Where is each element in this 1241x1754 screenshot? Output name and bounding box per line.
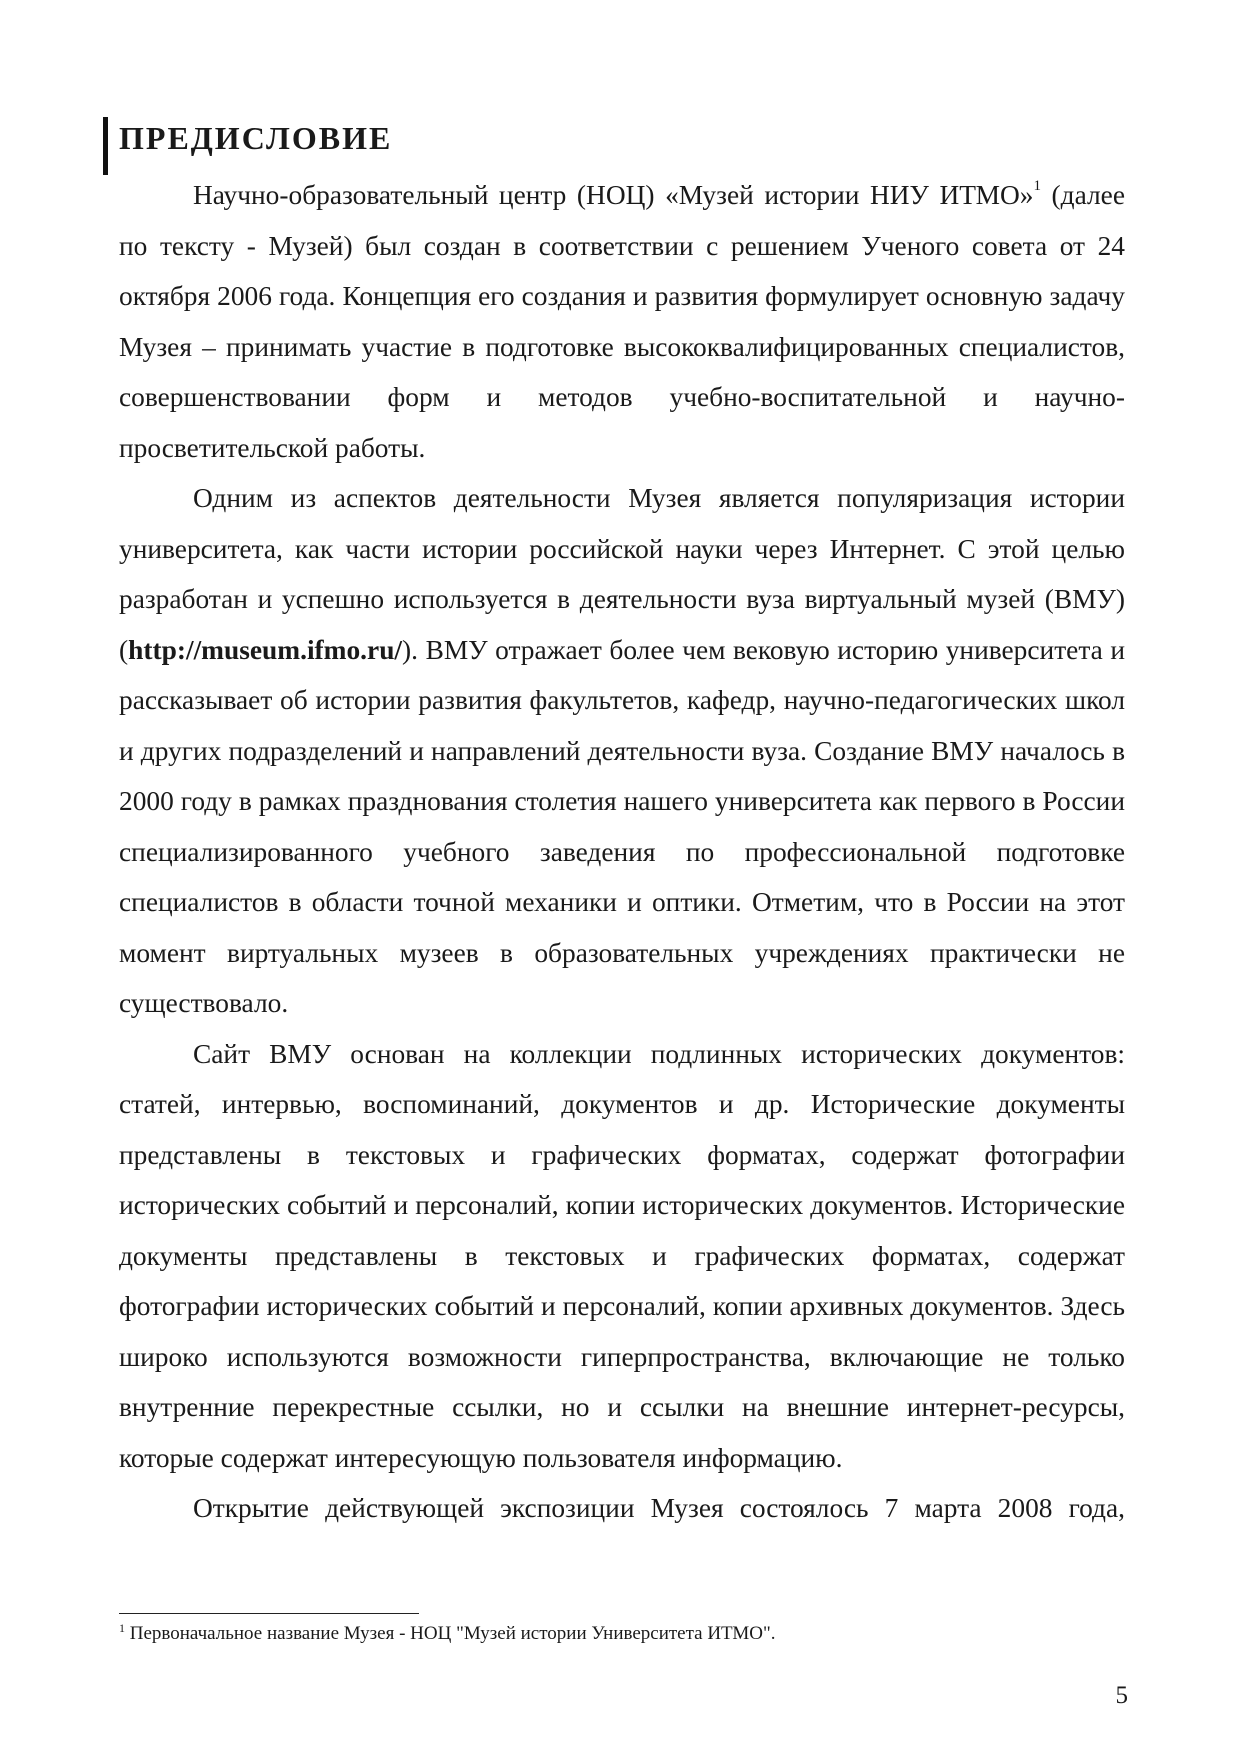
paragraph-virtual-museum-text: Одним из аспектов деятельности Музея является популяризация истории университета, как части истории российской науки через Интернет. С этой целью разработан и успешно используется в деятельности вуза виртуальный музей (ВМУ) ( [119,483,1125,665]
section-heading: ПРЕДИСЛОВИЕ [119,120,393,156]
paragraph-intro-text-continued: (далее по тексту - Музей) был создан в соответствии с решением Ученого совета от 24 октября 2006 года. Концепция его создания и развития формулирует основную задачу Музея – принимать участие в подготовке высококвалифицированных специалистов, совершенствовании форм и методов учебно-воспитательной и научно-просветительской работы. [119,180,1125,463]
footnote-number: 1 [119,1621,125,1635]
footnote [119,1620,1119,1648]
page-number: 5 [1115,1682,1128,1709]
footnote-text: Первоначальное название Музея - НОЦ "Музей истории Университета ИТМО". [125,1623,776,1644]
museum-url-link[interactable]: http://museum.ifmo.ru/ [128,634,403,665]
body-text [119,170,1125,1534]
footnote-reference[interactable]: 1 [1033,178,1041,194]
paragraph-virtual-museum [119,473,1125,1029]
paragraph-exposition-opening: Открытие действующей экспозиции Музея состоялось 7 марта 2008 года, [193,1493,1125,1523]
paragraph-intro [119,170,1125,473]
paragraph-site-collection: Сайт ВМУ основан на коллекции подлинных исторических документов: статей, интервью, воспоминаний, документов и др. Исторические документы представлены в текстовых и графических форматах, содержат фотографии исторических событий и персоналий, копии исторических документов. Исторические документы представлены в текстовых и графических форматах, содержат фотографии исторических событий и персоналий, копии архивных документов. Здесь широко используются возможности гиперпространства, включающие не только внутренние перекрестные ссылки, но и ссылки на внешние интернет-ресурсы, которые содержат интересующую пользователя информацию. [119,1038,1125,1473]
paragraph-virtual-museum-text-continued: ). ВМУ отражает более чем вековую историю университета и рассказывает об истории развития факультетов, кафедр, научно-педагогических школ и других подразделений и направлений деятельности вуза. Создание ВМУ началось в 2000 году в рамках празднования столетия нашего университета как первого в России специализированного учебного заведения по профессиональной подготовке специалистов в области точной механики и оптики. Отметим, что в России на этот момент виртуальных музеев в образовательных учреждениях практически не существовало. [119,634,1125,1018]
footnote-separator [119,1613,419,1614]
margin-change-bar [103,117,108,175]
paragraph-intro-text: Научно-образовательный центр (НОЦ) «Музей истории НИУ ИТМО» [193,180,1034,210]
